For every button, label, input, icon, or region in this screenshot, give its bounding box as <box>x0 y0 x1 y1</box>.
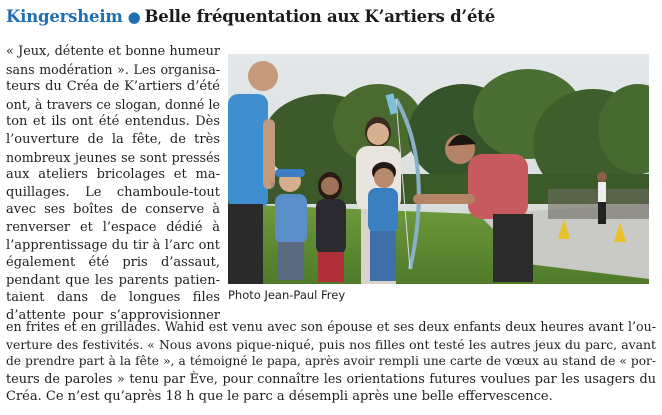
body-line: ton et ils ont été entendus. Dès <box>6 114 220 130</box>
festival-photo-illustration <box>228 54 649 284</box>
body-line: verture des festivités. « Nous avons pique-niqué, puis nos filles ont testé les autres jeux du parc, avant <box>6 336 656 352</box>
headline-title: Belle fréquentation aux K’artiers d’été <box>144 7 495 26</box>
article-body-full-width <box>6 318 656 406</box>
body-line: l’ouverture de la fête, de très <box>6 131 220 147</box>
body-line: nombreux jeunes se sont pressés <box>6 149 220 165</box>
body-line: sans modération ». Les organisa- <box>6 61 220 77</box>
body-line: aux ateliers bricolages et ma- <box>6 167 220 183</box>
article-body-column <box>6 43 220 325</box>
article-headline <box>6 6 658 28</box>
body-line: quillages. Le chamboule-tout <box>6 184 220 200</box>
body-line: en frites et en grillades. Wahid est venu avec son épouse et ses deux enfants deux heures avant l’ou- <box>6 319 656 334</box>
headline-bullet-icon: ● <box>127 8 141 26</box>
body-line: avec ses boîtes de conserve à <box>6 202 220 218</box>
body-line: de prendre part à la fête », a témoigné le papa, après avoir rempli une carte de vœux au stand de « por- <box>6 354 656 369</box>
body-line: également été pris d’assaut, <box>6 255 220 271</box>
body-line: d’attente pour s’approvisionner <box>6 307 220 323</box>
body-line: « Jeux, détente et bonne humeur <box>6 44 220 59</box>
body-line: l’apprentissage du tir à l’arc ont <box>6 237 220 253</box>
body-line: pendant que les parents patien- <box>6 272 220 288</box>
photo-caption: Photo Jean-Paul Frey <box>228 288 346 302</box>
body-line: taient dans de longues files <box>6 290 220 306</box>
body-line: ont, à travers ce slogan, donné le <box>6 96 220 112</box>
body-line: renverser et l’espace dédié à <box>6 219 220 235</box>
headline-location: Kingersheim <box>6 7 123 26</box>
article-photo <box>228 54 649 284</box>
body-line: teurs du Créa de K’artiers d’été <box>6 79 220 95</box>
body-line: teurs de paroles » tenu par Ève, pour connaître les orientations futures voulues par les usagers du <box>6 371 656 387</box>
body-line: Créa. Ce n’est qu’après 18 h que le parc a désempli après une belle effervescence. <box>6 389 553 405</box>
